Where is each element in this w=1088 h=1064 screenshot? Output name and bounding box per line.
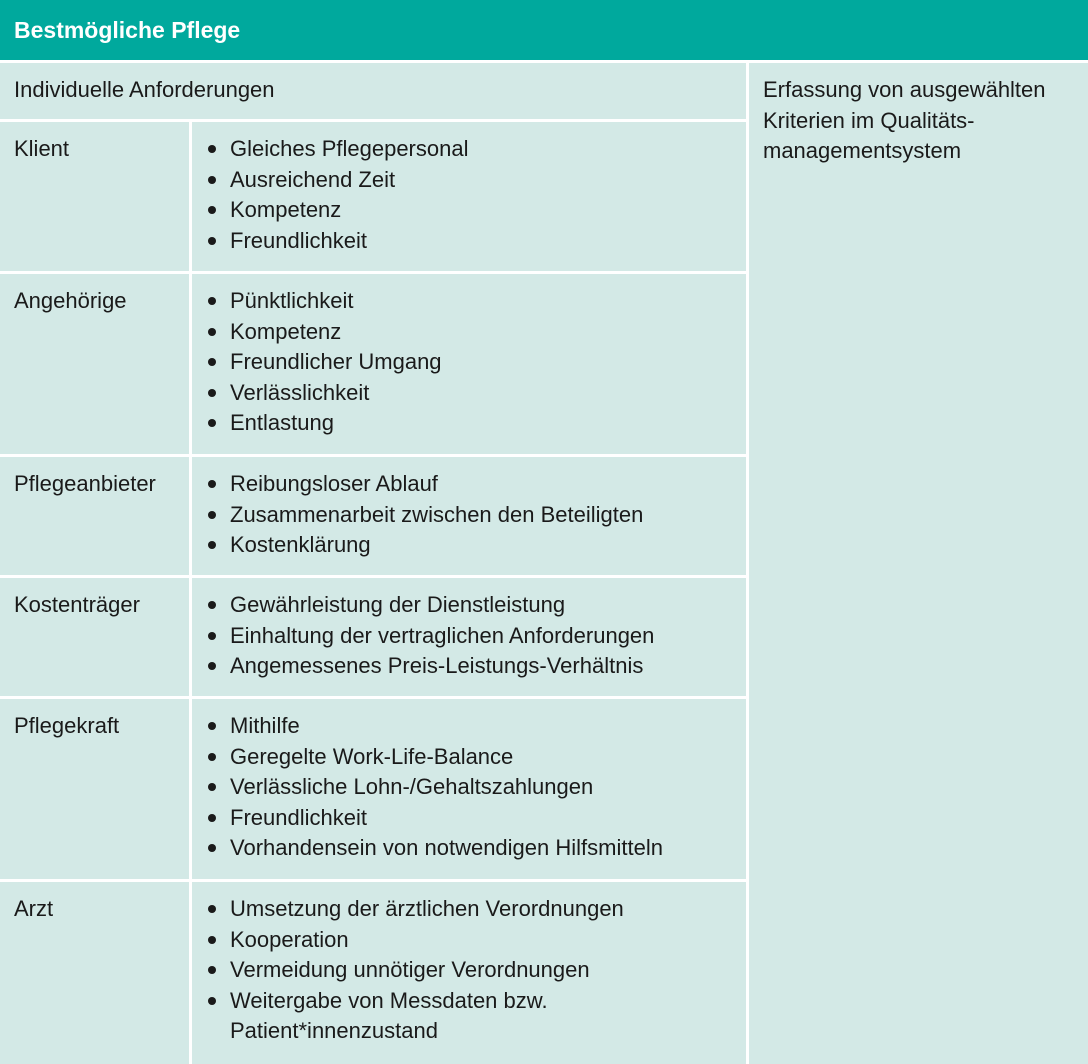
row-items-pflegekraft [192, 699, 746, 879]
list-item: Gleiches Pflegepersonal [230, 134, 746, 165]
list-item: Vermeidung unnötiger Verordnungen [230, 955, 746, 986]
list-item: Freundlicher Umgang [230, 347, 746, 378]
list-item: Mithilfe [230, 711, 746, 742]
row-label-klient: Klient [0, 122, 189, 271]
list-item: Gewährleistung der Dienstleistung [230, 590, 746, 621]
row-label-pflegekraft: Pflegekraft [0, 699, 189, 879]
list-item: Ausreichend Zeit [230, 165, 746, 196]
list-item: Verlässliche Lohn-/Gehaltszahlungen [230, 772, 746, 803]
row-items-arzt [192, 882, 746, 1064]
row-label-pflegeanbieter: Pflegeanbieter [0, 457, 189, 575]
table-title: Bestmögliche Pflege [0, 0, 1088, 60]
row-items-pflegeanbieter [192, 457, 746, 575]
list-item: Pünktlichkeit [230, 286, 746, 317]
list-item: Kompetenz [230, 195, 746, 226]
list-item: Weitergabe von Messdaten bzw. Patient*innenzustand [230, 986, 746, 1047]
note-line-3: managementsystem [763, 138, 962, 163]
row-label-kostentraeger: Kostenträger [0, 578, 189, 696]
list-item: Freundlichkeit [230, 226, 746, 257]
note-line-1: Erfassung von ausgewählten [763, 77, 1046, 102]
row-label-arzt: Arzt [0, 882, 189, 1064]
row-items-kostentraeger [192, 578, 746, 696]
note-line-2: Kriterien im Qualitäts- [763, 107, 975, 133]
list-item: Angemessenes Preis-Leistungs-Verhältnis [230, 651, 746, 682]
list-item: Verlässlichkeit [230, 378, 746, 409]
row-items-angehoerige [192, 274, 746, 454]
list-item: Einhaltung der vertraglichen Anforderungen [230, 621, 746, 652]
list-item: Entlastung [230, 408, 746, 439]
list-item: Geregelte Work-Life-Balance [230, 742, 746, 773]
row-items-klient [192, 122, 746, 271]
list-item: Freundlichkeit [230, 803, 746, 834]
list-item: Vorhandensein von notwendigen Hilfsmitteln [230, 833, 746, 864]
sub-header: Individuelle Anforderungen [0, 63, 746, 119]
list-item: Kooperation [230, 925, 746, 956]
list-item: Kostenklärung [230, 530, 746, 561]
list-item: Kompetenz [230, 317, 746, 348]
list-item: Umsetzung der ärztlichen Verordnungen [230, 894, 746, 925]
list-item: Zusammenarbeit zwischen den Beteiligten [230, 500, 746, 531]
list-item: Reibungsloser Ablauf [230, 469, 746, 500]
row-label-angehoerige: Angehörige [0, 274, 189, 454]
quality-management-note [749, 63, 1088, 1064]
